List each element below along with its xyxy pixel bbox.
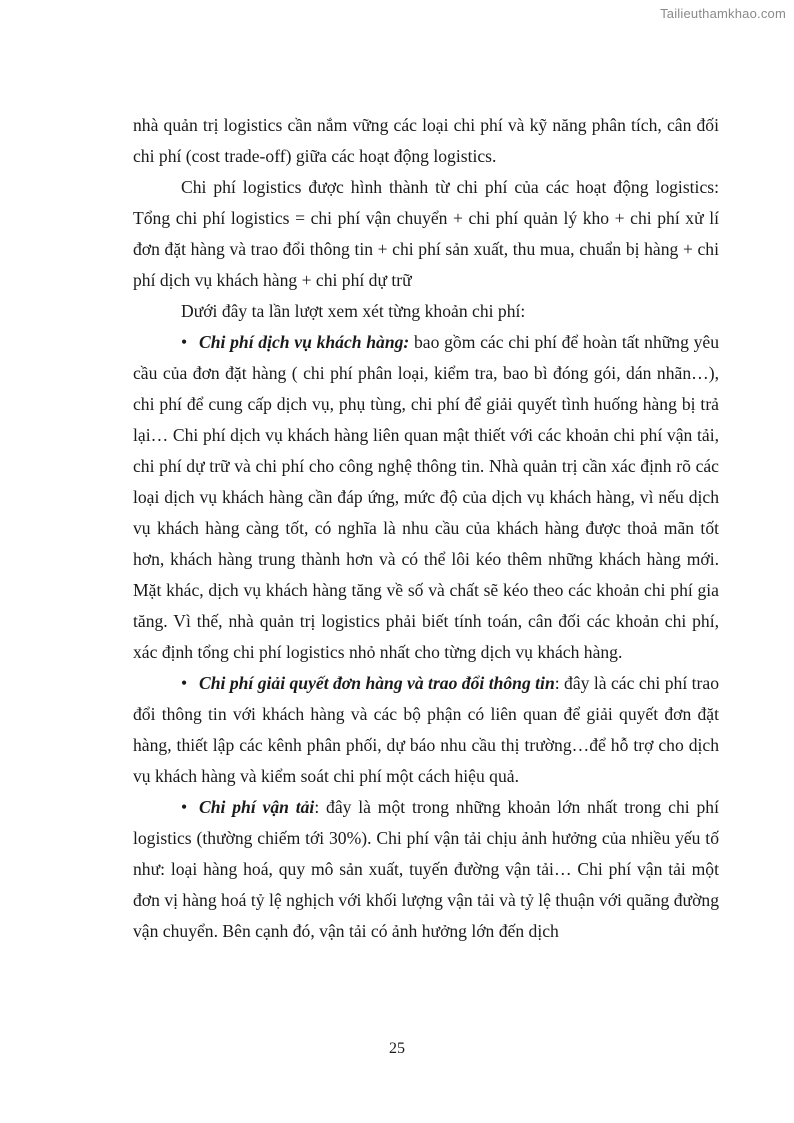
- paragraph-total-cost: Chi phí logistics được hình thành từ chi phí của các hoạt động logistics: Tổng chi phí logistics = chi phí vận chuyển + chi phí quản lý kho + chi phí xử lí đơn đặt hàng và trao đổi thông tin + chi phí sản xuất, thu mua, chuẩn bị hàng + chi phí dịch vụ khách hàng + chi phí dự trữ: [133, 177, 719, 290]
- page-body: [133, 110, 719, 947]
- bullet-icon: •: [181, 332, 188, 352]
- paragraph-intro: Dưới đây ta lần lượt xem xét từng khoản chi phí:: [181, 301, 526, 321]
- bullet-transport: [133, 792, 719, 947]
- bullet-term: Chi phí vận tải: [199, 797, 315, 817]
- bullet-icon: •: [181, 797, 188, 817]
- bullet-term: Chi phí giải quyết đơn hàng và trao đổi thông tin: [199, 673, 555, 693]
- bullet-term: Chi phí dịch vụ khách hàng:: [199, 332, 410, 352]
- watermark: Tailieuthamkhao.com: [660, 6, 786, 21]
- paragraph-continuation: nhà quản trị logistics cần nắm vững các loại chi phí và kỹ năng phân tích, cân đối chi phí (cost trade-off) giữa các hoạt động logistics.: [133, 115, 719, 166]
- bullet-text: : đây là các chi phí trao đổi thông tin với khách hàng và các bộ phận có liên quan để giải quyết đơn đặt hàng, thiết lập các kênh phân phối, dự báo nhu cầu thị trường…để hỗ trợ cho dịch vụ khách hàng và kiểm soát chi phí một cách hiệu quả.: [133, 673, 719, 786]
- bullet-icon: •: [181, 673, 188, 693]
- bullet-customer-service: [133, 327, 719, 668]
- bullet-order-processing: [133, 668, 719, 792]
- page-number: 25: [389, 1040, 405, 1057]
- bullet-text: bao gồm các chi phí để hoàn tất những yêu cầu của đơn đặt hàng ( chi phí phân loại, kiểm tra, bao bì đóng gói, dán nhãn…), chi phí để cung cấp dịch vụ, phụ tùng, chi phí để giải quyết tình huống hàng bị trả lại… Chi phí dịch vụ khách hàng liên quan mật thiết với các khoản chi phí vận tải, chi phí dự trữ và chi phí cho công nghệ thông tin. Nhà quản trị cần xác định rõ các loại dịch vụ khách hàng cần đáp ứng, mức độ của dịch vụ khách hàng, vì nếu dịch vụ khách hàng càng tốt, có nghĩa là nhu cầu của khách hàng được thoả mãn tốt hơn, khách hàng trung thành hơn và có thể lôi kéo thêm những khách hàng mới. Mặt khác, dịch vụ khách hàng tăng về số và chất sẽ kéo theo các khoản chi phí gia tăng. Vì thế, nhà quản trị logistics phải biết tính toán, cân đối các khoản chi phí, xác định tổng chi phí logistics nhỏ nhất cho từng dịch vụ khách hàng.: [133, 332, 719, 662]
- bullet-text: : đây là một trong những khoản lớn nhất trong chi phí logistics (thường chiếm tới 30%). Chi phí vận tải chịu ảnh hưởng của nhiều yếu tố như: loại hàng hoá, quy mô sản xuất, tuyến đường vận tải… Chi phí vận tải một đơn vị hàng hoá tỷ lệ nghịch với khối lượng vận tải và tỷ lệ thuận với quãng đường vận chuyển. Bên cạnh đó, vận tải có ảnh hưởng lớn đến dịch: [133, 797, 719, 941]
